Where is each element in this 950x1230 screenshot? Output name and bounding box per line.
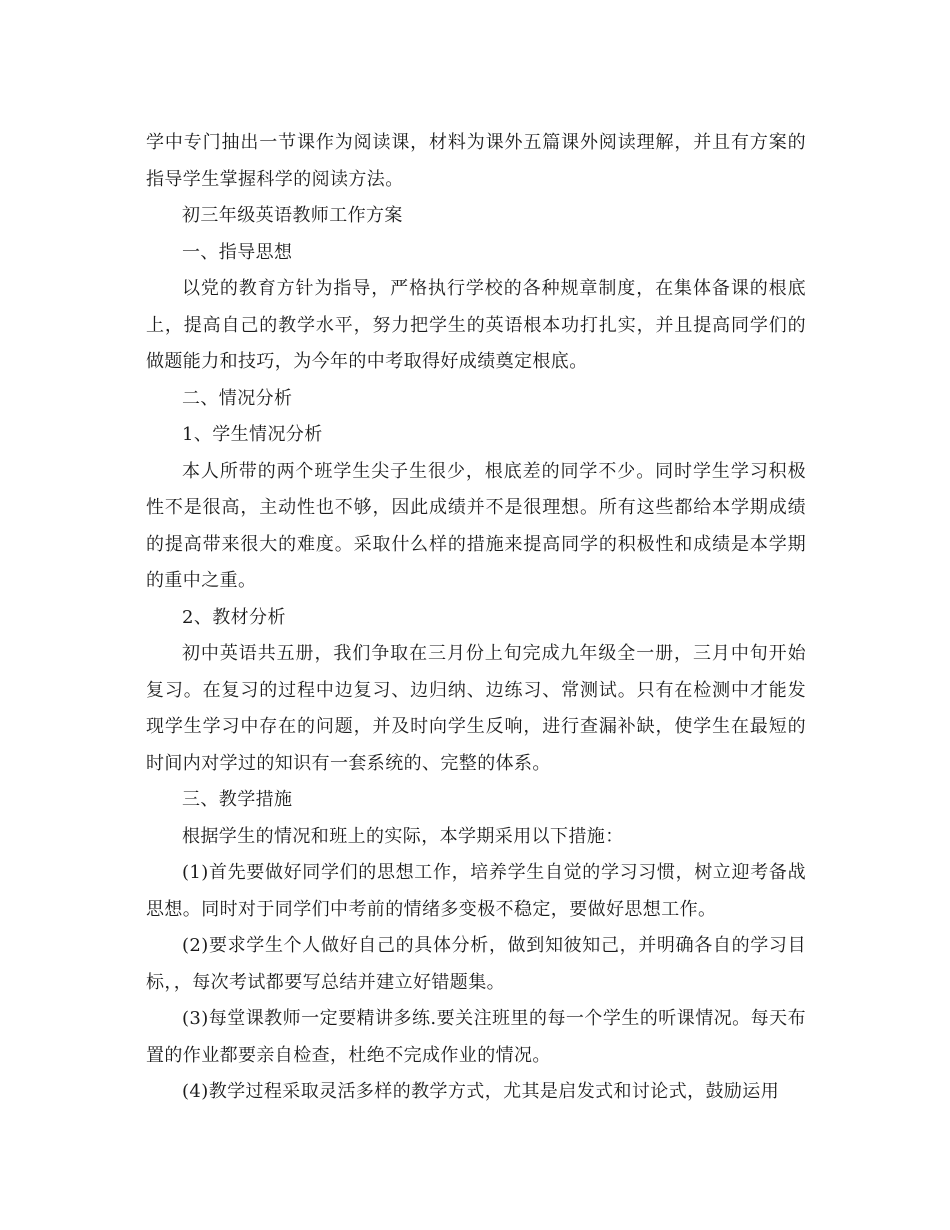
paragraph-textbook-analysis: 初中英语共五册，我们争取在三月份上旬完成九年级全一册，三月中旬开始复习。在复习的过程中边复习、边归纳、边练习、常测试。只有在检测中才能发现学生学习中存在的问题，并及时向学生反响，进行查漏补缺，使学生在最短的时间内对学过的知识有一套系统的、完整的体系。 [146,643,806,774]
subheading-textbook-analysis: 2、教材分析 [182,606,286,628]
subheading-student-analysis: 1、学生情况分析 [182,424,323,445]
paragraph-reading-class: 学中专门抽出一节课作为阅读课，材料为课外五篇课外阅读理解，并且有方案的指导学生掌握科学的阅读方法。 [146,132,806,190]
heading-situation-analysis: 二、情况分析 [182,387,293,409]
list-item-measure-2: (2)要求学生个人做好自己的具体分析，做到知彼知己，并明确各自的学习目标，，每次考试都要写总结并建立好错题集。 [146,935,806,993]
list-item-measure-3: (3)每堂课教师一定要精讲多练.要关注班里的每一个学生的听课情况。每天布置的作业都要亲自检查，杜绝不完成作业的情况。 [146,1008,806,1066]
heading-teaching-measures: 三、教学措施 [182,789,293,810]
paragraph-student-analysis: 本人所带的两个班学生尖子生很少，根底差的同学不少。同时学生学习积极性不是很高，主动性也不够，因此成绩并不是很理想。所有这些都给本学期成绩的提高带来很大的难度。采取什么样的措施来提高同学的积极性和成绩是本学期的重中之重。 [146,460,806,591]
paragraph-guiding-thought: 以党的教育方针为指导，严格执行学校的各种规章制度，在集体备课的根底上，提高自己的教学水平，努力把学生的英语根本功打扎实，并且提高同学们的做题能力和技巧，为今年的中考取得好成绩奠定根底。 [146,278,806,372]
paragraph-measures-intro: 根据学生的情况和班上的实际，本学期采用以下措施： [182,825,624,847]
document-body [146,125,806,1111]
list-item-measure-4: (4)教学过程采取灵活多样的教学方式，尤其是启发式和讨论式，鼓励运用 [182,1081,780,1102]
plan-title: 初三年级英语教师工作方案 [182,205,403,226]
list-item-measure-1: (1)首先要做好同学们的思想工作，培养学生自觉的学习习惯，树立迎考备战思想。同时对于同学们中考前的情绪多变极不稳定，要做好思想工作。 [146,862,806,920]
heading-guiding-thought: 一、指导思想 [182,241,293,263]
